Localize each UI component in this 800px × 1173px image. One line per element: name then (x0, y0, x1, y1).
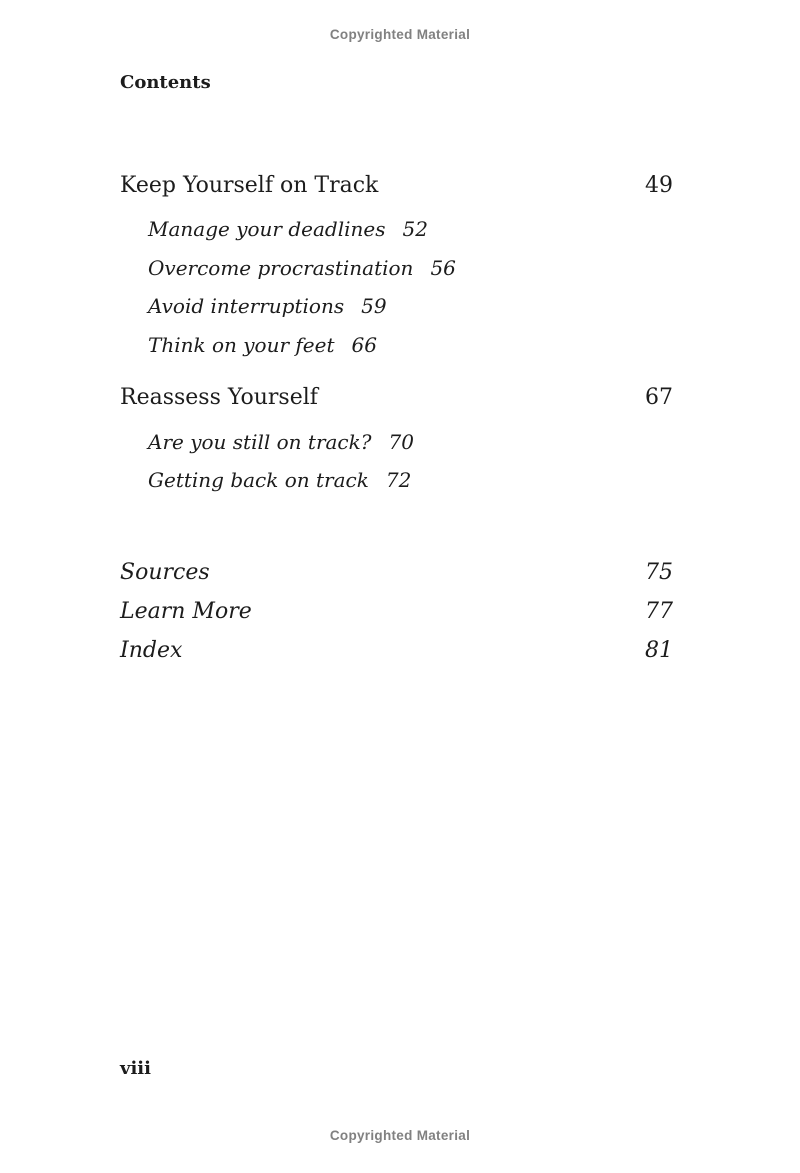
toc-subentry-label: Avoid interruptions (148, 294, 345, 318)
copyright-notice-bottom: Copyrighted Material (329, 1128, 471, 1143)
toc-backmatter-page-number: 77 (645, 599, 673, 624)
toc-subentry (148, 256, 456, 280)
toc-subentry-label: Think on your feet (148, 333, 335, 357)
toc-subentry (148, 217, 428, 241)
contents-heading: Contents (120, 72, 211, 93)
toc-backmatter-page-number: 75 (645, 560, 673, 585)
toc-subentry (148, 294, 387, 318)
toc-section-title: Keep Yourself on Track (120, 173, 379, 198)
toc-section-row (120, 385, 673, 410)
toc-backmatter-page-number: 81 (645, 638, 673, 663)
toc-subentry-label: Overcome procrastination (148, 256, 414, 280)
toc-subentry-page-number: 56 (430, 256, 456, 280)
toc-subentry-page-number: 72 (385, 468, 412, 492)
toc-subentry (148, 333, 377, 357)
toc-backmatter-label: Learn More (120, 599, 252, 624)
toc-subentry-label: Manage your deadlines (148, 217, 386, 241)
toc-subentry-page-number: 52 (402, 217, 428, 241)
toc-backmatter-label: Sources (120, 560, 210, 585)
toc-subentry (148, 468, 411, 492)
toc-backmatter-row (120, 560, 673, 585)
toc-section-title: Reassess Yourself (120, 385, 318, 410)
toc-backmatter-row (120, 599, 673, 624)
toc-subentry (148, 430, 414, 454)
folio-page-number: viii (120, 1058, 151, 1079)
toc-backmatter-row (120, 638, 673, 663)
toc-subentry-label: Are you still on track? (148, 430, 372, 454)
toc-backmatter-label: Index (120, 638, 183, 663)
toc-subentry-label: Getting back on track (148, 468, 369, 492)
copyright-notice-top: Copyrighted Material (329, 27, 471, 42)
toc-subentry-page-number: 59 (361, 294, 387, 318)
toc-subentry-page-number: 70 (388, 430, 414, 454)
toc-section-page-number: 49 (645, 173, 673, 198)
toc-section-page-number: 67 (645, 385, 673, 410)
toc-section-row (120, 173, 673, 198)
toc-subentry-page-number: 66 (351, 333, 377, 357)
